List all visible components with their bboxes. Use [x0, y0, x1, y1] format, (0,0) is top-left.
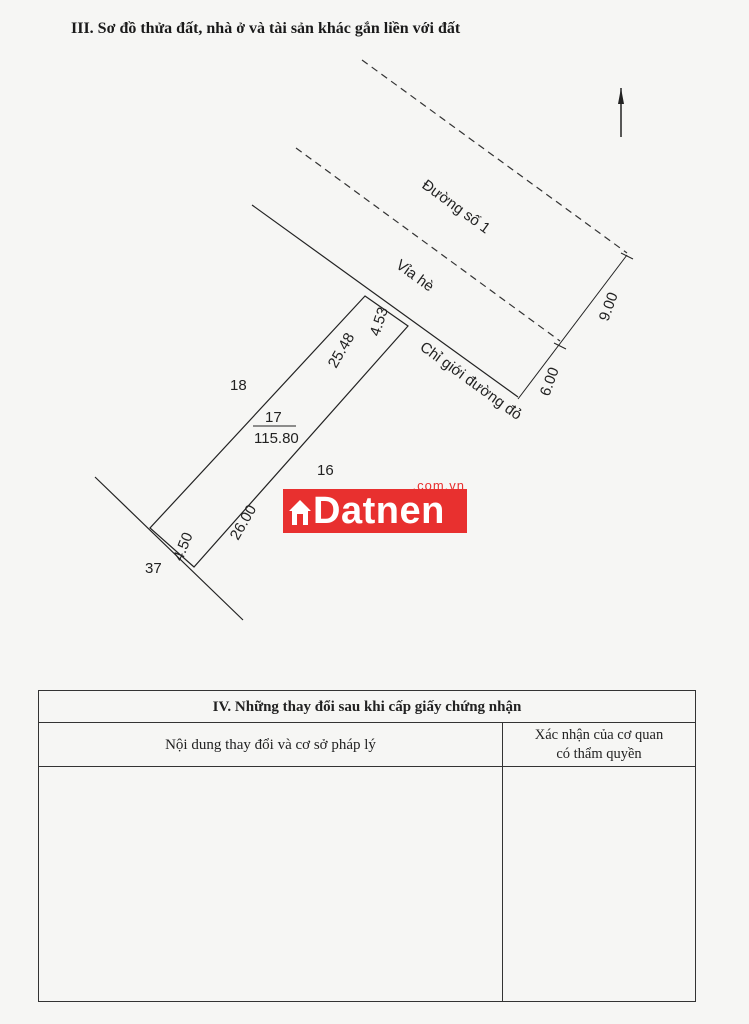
rear-boundary-line [95, 477, 243, 620]
neighbor-parcel-18: 18 [230, 377, 247, 394]
north-arrow-icon [618, 88, 624, 137]
parcel-left-dimension: 25.48 [324, 329, 359, 371]
parcel-right-dimension: 26.00 [226, 501, 261, 543]
sidewalk-label: Vỉa hè [392, 256, 438, 296]
neighbor-parcel-37: 37 [145, 560, 162, 577]
changes-table [38, 690, 696, 1002]
datnen-watermark-logo [283, 478, 467, 533]
parcel-front-dimension: 4.53 [366, 305, 392, 339]
header-authority-confirmation: Xác nhận của cơ quan có thẩm quyền [534, 727, 664, 762]
boundary-label: Chỉ giới đường đỏ [416, 338, 525, 424]
watermark-brand: Datnen [313, 490, 445, 532]
parcel-number: 17 [265, 409, 282, 426]
house-logo-icon [287, 494, 313, 528]
section-4-title: IV. Những thay đổi sau khi cấp giấy chứng nhận [39, 691, 695, 723]
road-setback-width: 6.00 [536, 365, 563, 399]
road-total-width: 9.00 [595, 290, 622, 324]
watermark-domain: .com.vn [412, 478, 465, 493]
section-3-title: III. Sơ đồ thửa đất, nhà ở và tài sản khác gắn liền với đất [71, 20, 461, 37]
table-column-divider [502, 767, 503, 1001]
red-boundary-line [252, 205, 518, 397]
neighbor-parcel-16: 16 [317, 462, 334, 479]
road-dimension-line [518, 255, 627, 399]
road-label: Đường số 1 [418, 176, 494, 238]
parcel-rear-dimension: 4.50 [169, 530, 197, 564]
road-edge-far [362, 60, 627, 253]
changes-table-header [39, 723, 695, 767]
header-change-content: Nội dung thay đổi và cơ sở pháp lý [39, 723, 503, 766]
parcel-area: 115.80 [254, 430, 299, 447]
